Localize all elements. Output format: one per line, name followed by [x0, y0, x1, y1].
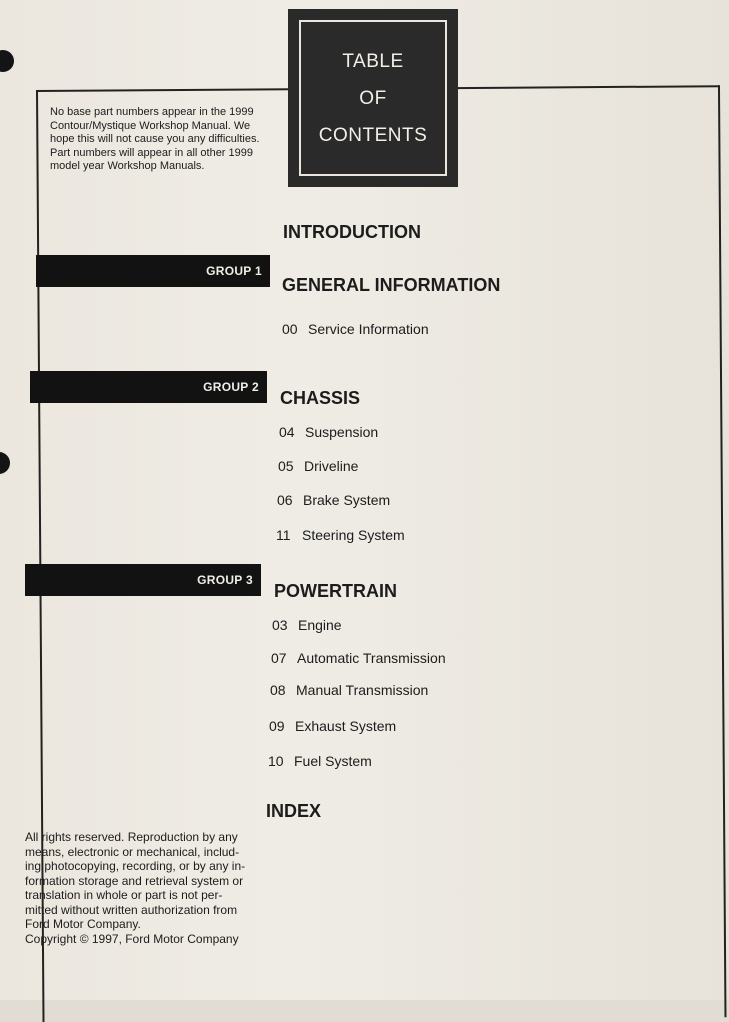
section-title: Brake System [303, 492, 391, 508]
section-number: 11 [276, 527, 291, 543]
copyright-line: All rights reserved. Reproduction by any [25, 830, 238, 844]
copyright-line: mitted without written authorization from [25, 902, 238, 917]
section-number: 03 [272, 617, 288, 633]
toc-title-line-3: CONTENTS [318, 124, 428, 146]
toc-item-brake-system[interactable] [277, 492, 390, 508]
toc-title-line-1: TABLE [342, 50, 404, 72]
section-title: Fuel System [294, 753, 372, 769]
section-title: Engine [298, 617, 342, 633]
section-title: Exhaust System [295, 718, 397, 734]
note-line: model year Workshop Manuals. [50, 160, 205, 172]
section-number: 07 [271, 650, 287, 666]
copyright-notice [25, 830, 250, 946]
group-1-bar [36, 255, 270, 287]
introduction-heading: INTRODUCTION [283, 222, 421, 242]
section-number: 05 [278, 458, 294, 474]
section-title: Steering System [302, 527, 405, 543]
toc-item-steering-system[interactable] [276, 527, 405, 543]
section-number: 08 [270, 682, 286, 698]
toc-title-box [288, 9, 458, 187]
note-line: Part numbers will appear in all other 1999 [50, 146, 254, 159]
section-title: Service Information [308, 321, 429, 337]
group-2-label: GROUP 2 [203, 380, 259, 394]
group-3-bar [25, 564, 261, 596]
group-2-bar [30, 371, 267, 403]
copyright-line: Copyright © 1997, Ford Motor Company [25, 931, 239, 946]
note-line: hope this will not cause you any difficulties. [50, 133, 260, 145]
toc-item-automatic-transmission[interactable] [271, 650, 446, 666]
toc-item-manual-transmission[interactable] [270, 682, 428, 698]
punch-hole-middle [0, 452, 10, 474]
section-number: 00 [282, 321, 298, 337]
section-number: 06 [277, 492, 293, 508]
section-title: Manual Transmission [296, 682, 429, 698]
section-number: 09 [269, 718, 285, 734]
toc-item-driveline[interactable] [278, 458, 358, 474]
group-2-title: CHASSIS [280, 388, 361, 408]
toc-item-fuel-system[interactable] [268, 753, 372, 769]
punch-hole-top [0, 50, 14, 72]
section-title: Driveline [304, 458, 359, 474]
group-3-label: GROUP 3 [197, 573, 253, 587]
part-number-note [50, 106, 275, 174]
toc-item-engine[interactable] [272, 617, 342, 633]
section-title: Automatic Transmission [297, 650, 446, 666]
index-heading[interactable]: INDEX [266, 801, 322, 821]
section-number: 10 [268, 753, 284, 769]
note-line: Contour/Mystique Workshop Manual. We [50, 119, 251, 132]
group-1-title: GENERAL INFORMATION [282, 275, 501, 295]
note-line: No base part numbers appear in the 1999 [50, 106, 254, 118]
section-title: Suspension [305, 424, 379, 440]
toc-item-exhaust-system[interactable] [269, 718, 396, 734]
toc-item-suspension[interactable] [279, 424, 378, 440]
copyright-line: ing photocopying, recording, or by any in- [25, 859, 246, 873]
copyright-line: translation in whole or part is not per- [25, 888, 223, 902]
toc-item-service-information[interactable] [282, 321, 429, 337]
group-3-title: POWERTRAIN [274, 581, 397, 601]
copyright-line: formation storage and retrieval system or [25, 873, 244, 888]
group-1-label: GROUP 1 [206, 264, 262, 278]
copyright-line: Ford Motor Company. [25, 917, 141, 931]
toc-title-line-2: OF [359, 87, 387, 109]
section-number: 04 [279, 424, 295, 440]
copyright-line: means, electronic or mechanical, includ- [25, 844, 240, 859]
